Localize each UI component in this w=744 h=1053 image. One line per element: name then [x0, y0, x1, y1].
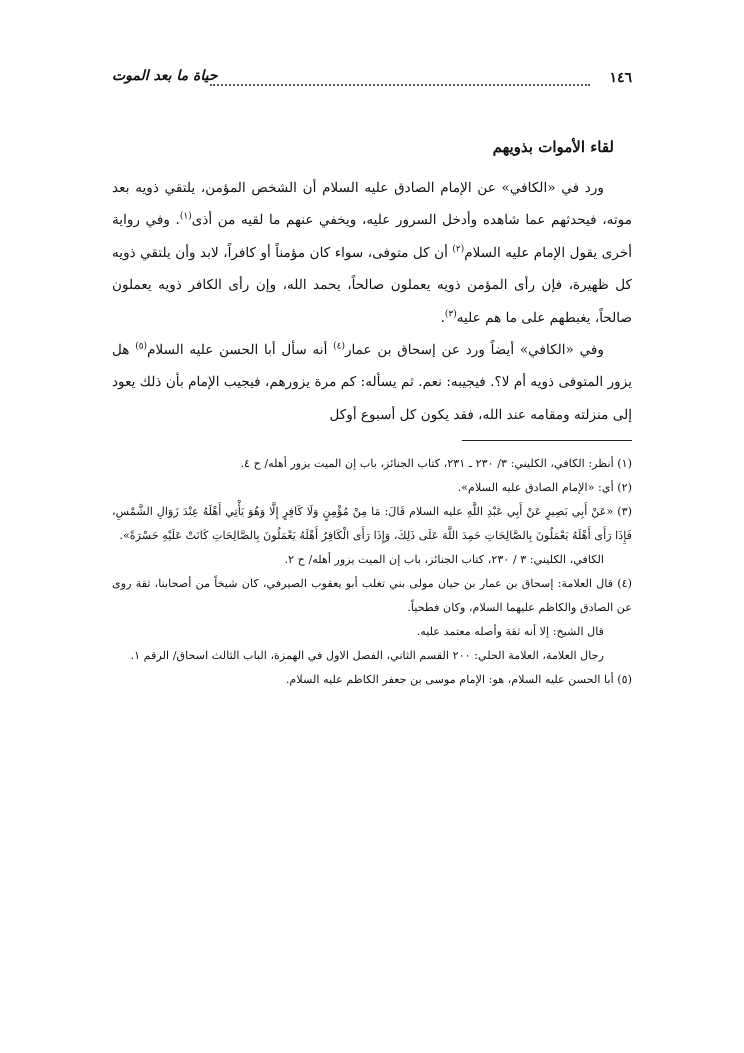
paragraph-text: ورد في «الكافي» عن الإمام الصادق عليه السلام أن الشخص المؤمن، يلتقي ذويه بعد موته، فيحدثهم عما شاهده وأدخل السرور عليه، ويخفي عنهم ما لقيه من أذى [112, 180, 632, 229]
footnote-3-source: الكافي، الكليني: ٣ / ٢٣٠، كتاب الجنائز، باب إن الميت يزور أهله/ ح ٢. [284, 553, 604, 566]
paragraph-text: وفي «الكافي» أيضاً ورد عن إسحاق بن عمار [344, 342, 604, 359]
running-title: حياة ما بعد الموت [112, 68, 218, 84]
main-text [112, 172, 632, 431]
footnote-2: (٢) أي: «الإمام الصادق عليه السلام». [457, 481, 632, 494]
page-header [112, 68, 632, 94]
footnote-ref: (٣) [444, 309, 457, 320]
footnote-4-quote: قال الشيخ: إلا أنه ثقة وأصله معتمد عليه. [416, 625, 604, 638]
paragraph-text: . [440, 309, 445, 326]
header-dotted-leader [210, 84, 590, 86]
footnote-3-hadith: (٣) «عَنْ أَبِي بَصِيرٍ عَنْ أَبِي عَبْدِ اللَّهِ عليه السلام قَالَ: مَا مِنْ مُؤْمِنٍ وَلَا كَافِرٍ إِلَّا وَهُوَ يَأْتِي أَهْلَهُ عِنْدَ زَوَالِ الشَّمْسِ، فَإِذَا رَأَى أَهْلَهُ يَعْمَلُونَ بِالصَّالِحَاتِ حَمِدَ اللَّهَ عَلَى ذَلِكَ، وَإِذَا رَأَى الْكَافِرُ أَهْلَهُ يَعْمَلُونَ بِالصَّالِحَاتِ كَانَتْ عَلَيْهِ حَسْرَةً». [112, 505, 632, 542]
footnote-ref: (٥) [135, 341, 148, 352]
footnote-5: (٥) أبا الحسن عليه السلام، هو: الإمام موسى بن جعفر الكاظم عليه السلام. [285, 673, 632, 686]
paragraph-text: أنه سأل أبا الحسن عليه السلام [147, 342, 334, 359]
footnote-4: (٤) قال العلامة: إسحاق بن عمار بن حيان مولى بني تغلب أبو يعقوب الصيرفي، كان شيخاً من أصحابنا، ثقة روى عن الصادق والكاظم عليهما السلام، وكان فطحياً. [112, 577, 632, 614]
section-title: لقاء الأموات بذويهم [492, 138, 614, 156]
footnote-1: (١) أنظر: الكافي، الكليني: ٣/ ٢٣٠ ـ ٢٣١، كتاب الجنائز، باب إن الميت يزور أهله/ ح ٤. [240, 457, 632, 470]
page-number: ١٤٦ [609, 70, 632, 86]
paragraph-text: هل يزور المتوفى ذويه أم لا؟. فيجيبه: نعم. ثم يسأله: كم مرة يزورهم، فيجيب الإمام بأن ذلك يعود إلى منزلته ومقامه عند الله، فقد يكون كل أسبوع أوكل [112, 342, 632, 423]
paragraph-2 [112, 334, 632, 431]
paragraph-1 [112, 172, 632, 334]
footnote-separator [462, 440, 632, 441]
footnote-4-source: رجال العلامة، العلامة الحلي: ٢٠٠ القسم الثاني، الفصل الاول في الهمزة، الباب الثالث اسحاق/ الرقم ١. [130, 649, 604, 662]
paragraph-text: أن كل متوفى، سواء كان مؤمناً أو كافراً، لابد وأن يلتقي ذويه كل ظهيرة، فإن رأى المؤمن ذويه يعملون صالحاً، يحمد الله، وإن رأى الكافر ذويه يعملون صالحاً، يغبطهم على ما هم عليه [112, 244, 632, 326]
footnote-ref: (٢) [452, 244, 465, 255]
paragraph-text: . وفي رواية أخرى يقول الإمام عليه السلام [112, 212, 633, 261]
footnote-ref: (٤) [333, 341, 345, 352]
footnotes [112, 452, 632, 692]
footnote-ref: (١) [179, 211, 192, 222]
